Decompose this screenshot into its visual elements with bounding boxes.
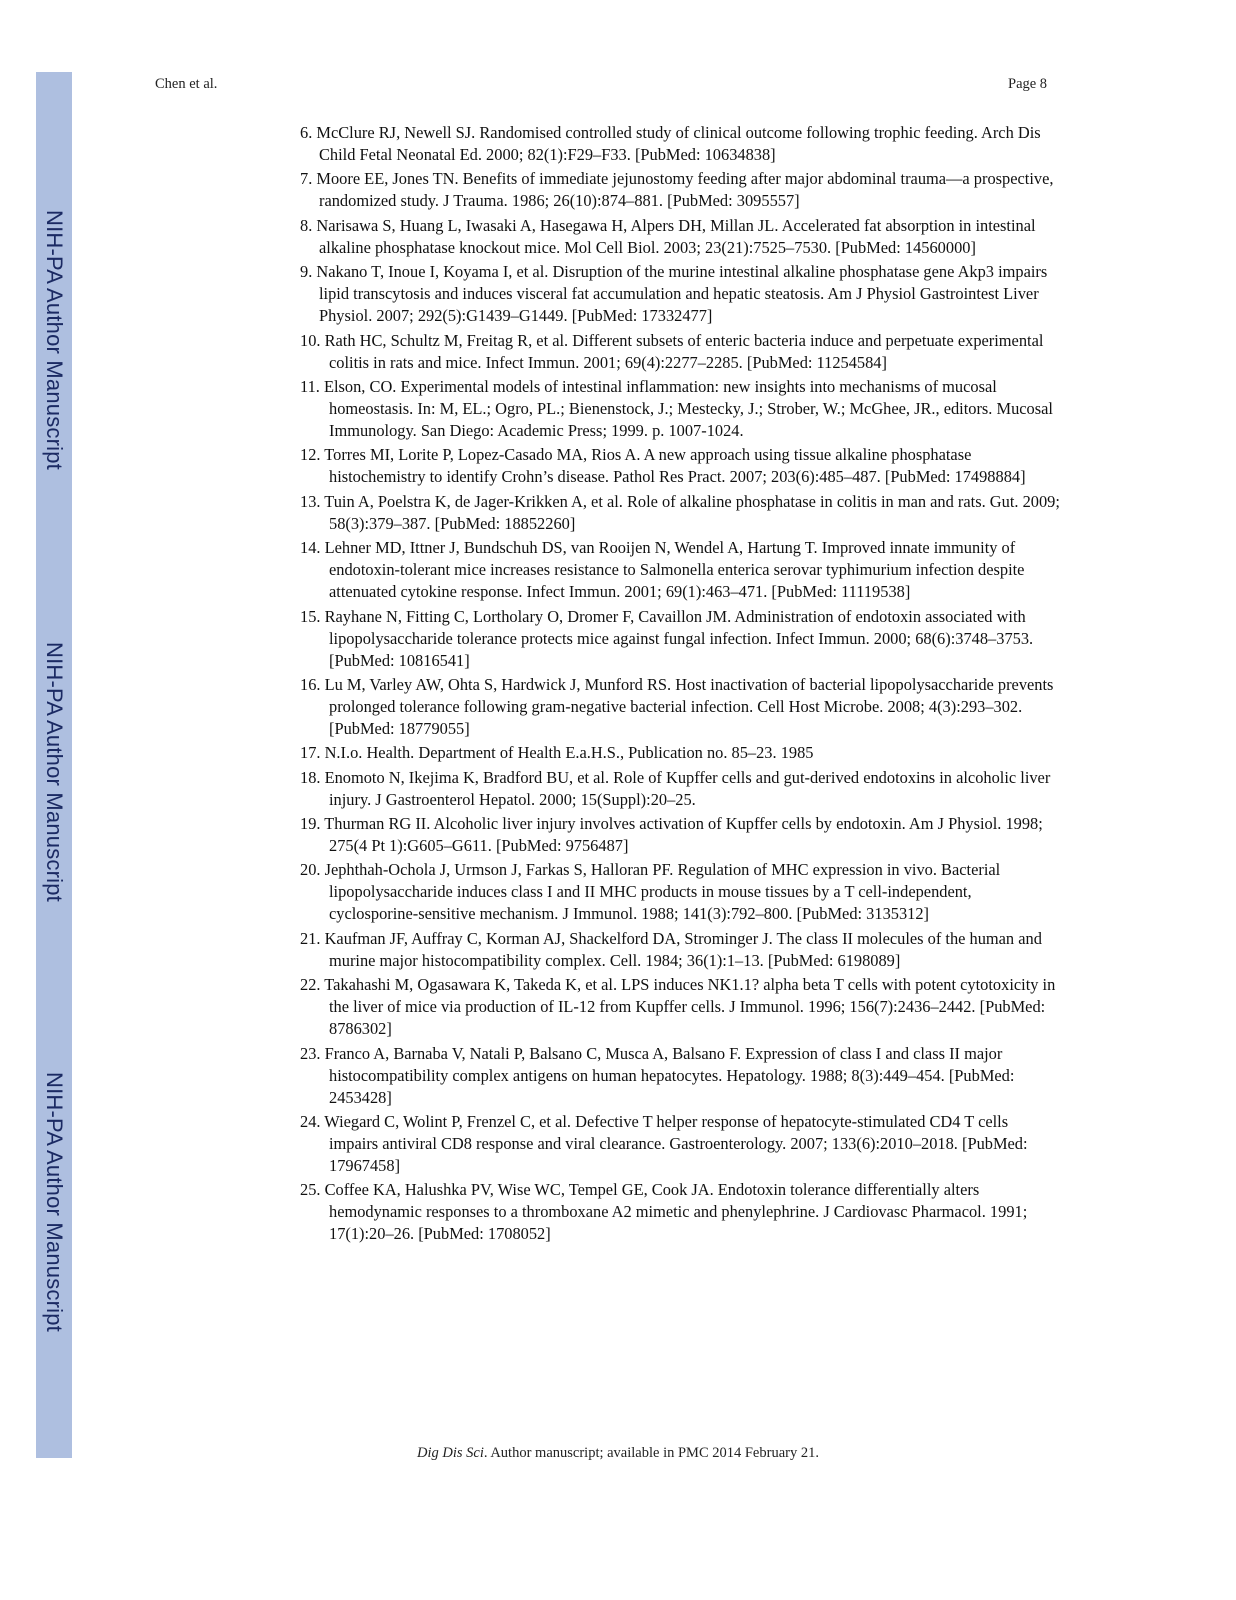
reference-item: 16. Lu M, Varley AW, Ohta S, Hardwick J, Munford RS. Host inactivation of bacterial lipopolysaccharide prevents prolonged tolerance following gram-negative bacterial infection. Cell Host Microbe. 2008; 4(3):293–302. [PubMed: 18779055] bbox=[300, 674, 1054, 738]
sidebar-label: NIH-PA Author Manuscript bbox=[42, 210, 68, 470]
journal-name: Dig Dis Sci bbox=[417, 1445, 484, 1461]
reference-item: 13. Tuin A, Poelstra K, de Jager-Krikken A, et al. Role of alkaline phosphatase in colitis in man and rats. Gut. 2009; 58(3):379–387. [PubMed: 18852260] bbox=[300, 491, 1060, 533]
reference-item: 6. McClure RJ, Newell SJ. Randomised controlled study of clinical outcome following trophic feeding. Arch Dis Child Fetal Neonatal Ed. 2000; 82(1):F29–F33. [PubMed: 10634838] bbox=[300, 123, 1041, 164]
reference-item: 19. Thurman RG II. Alcoholic liver injury involves activation of Kupffer cells by endotoxin. Am J Physiol. 1998; 275(4 Pt 1):G605–G611. [PubMed: 9756487] bbox=[300, 814, 1043, 856]
reference-item: 21. Kaufman JF, Auffray C, Korman AJ, Shackelford DA, Strominger J. The class II molecules of the human and murine major histocompatibility complex. Cell. 1984; 36(1):1–13. [PubMed: 6198089] bbox=[300, 928, 1042, 970]
reference-item: 11. Elson, CO. Experimental models of intestinal inflammation: new insights into mechanisms of mucosal homeostasis. In: M, EL.; Ogro, PL.; Bienenstock, J.; Mestecky, J.; Strober, W.; McGhee, JR., editors. Mucosal Immunology. San Diego: Academic Press; 1999. p. 1007-1024. bbox=[300, 376, 1053, 440]
reference-item: 10. Rath HC, Schultz M, Freitag R, et al. Different subsets of enteric bacteria induce and perpetuate experimental colitis in rats and mice. Infect Immun. 2001; 69(4):2277–2285. [PubMed: 11254584] bbox=[300, 330, 1044, 372]
reference-item: 22. Takahashi M, Ogasawara K, Takeda K, et al. LPS induces NK1.1? alpha beta T cells with potent cytotoxicity in the liver of mice via production of IL-12 from Kupffer cells. J Immunol. 1996; 156(7):2436–2442. [PubMed: 8786302] bbox=[300, 975, 1056, 1039]
reference-item: 20. Jephthah-Ochola J, Urmson J, Farkas S, Halloran PF. Regulation of MHC expression in vivo. Bacterial lipopolysaccharide induces class I and II MHC products in mouse tissues by a T cell-independent, cyclosporine-sensitive mechanism. J Immunol. 1988; 141(3):792–800. [PubMed: 3135312] bbox=[300, 860, 1001, 924]
reference-item: 24. Wiegard C, Wolint P, Frenzel C, et al. Defective T helper response of hepatocyte-stimulated CD4 T cells impairs antiviral CD8 response and viral clearance. Gastroenterology. 2007; 133(6):2010–2018. [PubMed: 17967458] bbox=[300, 1112, 1028, 1176]
reference-item: 8. Narisawa S, Huang L, Iwasaki A, Hasegawa H, Alpers DH, Millan JL. Accelerated fat absorption in intestinal alkaline phosphatase knockout mice. Mol Cell Biol. 2003; 23(21):7525–7530. [PubMed: 14560000] bbox=[300, 215, 1036, 257]
reference-item: 15. Rayhane N, Fitting C, Lortholary O, Dromer F, Cavaillon JM. Administration of endotoxin associated with lipopolysaccharide tolerance protects mice against fungal infection. Infect Immun. 2000; 68(6):3748–3753. [PubMed: 10816541] bbox=[300, 606, 1034, 670]
reference-item: 25. Coffee KA, Halushka PV, Wise WC, Tempel GE, Cook JA. Endotoxin tolerance differentially alters hemodynamic responses to a thromboxane A2 mimetic and phenylephrine. J Cardiovasc Pharmacol. 1991; 17(1):20–26. [PubMed: 1708052] bbox=[300, 1180, 1028, 1244]
reference-item: 12. Torres MI, Lorite P, Lopez-Casado MA, Rios A. A new approach using tissue alkaline phosphatase histochemistry to identify Crohn’s disease. Pathol Res Pract. 2007; 203(6):485–487. [PubMed: 17498884] bbox=[300, 445, 1026, 487]
running-head-authors: Chen et al. bbox=[155, 76, 218, 92]
reference-list bbox=[300, 122, 1060, 1248]
page-number: Page 8 bbox=[1008, 76, 1048, 92]
page-footer bbox=[0, 1445, 1236, 1462]
manuscript-sidebar bbox=[36, 72, 72, 1458]
footer-availability: . Author manuscript; available in PMC 2014 February 21. bbox=[483, 1445, 819, 1461]
reference-item: 18. Enomoto N, Ikejima K, Bradford BU, et al. Role of Kupffer cells and gut-derived endotoxins in alcoholic liver injury. J Gastroenterol Hepatol. 2000; 15(Suppl):20–25. bbox=[300, 767, 1051, 809]
reference-item: 14. Lehner MD, Ittner J, Bundschuh DS, van Rooijen N, Wendel A, Hartung T. Improved innate immunity of endotoxin-tolerant mice increases resistance to Salmonella enterica serovar typhimurium infection despite attenuated cytokine response. Infect Immun. 2001; 69(1):463–471. [PubMed: 11119538] bbox=[300, 538, 1025, 602]
reference-item: 17. N.I.o. Health. Department of Health E.a.H.S., Publication no. 85–23. 1985 bbox=[300, 743, 814, 763]
sidebar-label: NIH-PA Author Manuscript bbox=[42, 642, 68, 902]
reference-item: 23. Franco A, Barnaba V, Natali P, Balsano C, Musca A, Balsano F. Expression of class I and class II major histocompatibility complex antigens on human hepatocytes. Hepatology. 1988; 8(3):449–454. [PubMed: 2453428] bbox=[300, 1043, 1015, 1107]
sidebar-label: NIH-PA Author Manuscript bbox=[42, 1072, 68, 1332]
reference-item: 7. Moore EE, Jones TN. Benefits of immediate jejunostomy feeding after major abdominal trauma—a prospective, randomized study. J Trauma. 1986; 26(10):874–881. [PubMed: 3095557] bbox=[300, 169, 1054, 211]
reference-item: 9. Nakano T, Inoue I, Koyama I, et al. Disruption of the murine intestinal alkaline phosphatase gene Akp3 impairs lipid transcytosis and induces visceral fat accumulation and hepatic steatosis. Am J Physiol Gastrointest Liver Physiol. 2007; 292(5):G1439–G1449. [PubMed: 17332477] bbox=[300, 262, 1048, 326]
